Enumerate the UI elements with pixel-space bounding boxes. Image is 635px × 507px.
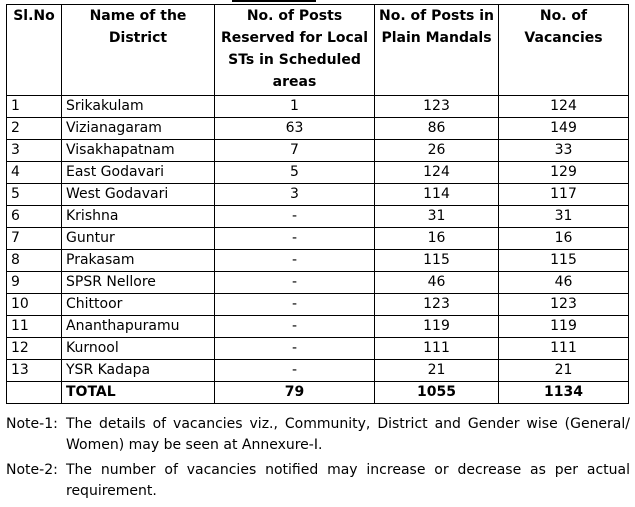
- cell-plain-mandals: 26: [375, 140, 499, 162]
- cell-slno: 6: [7, 206, 62, 228]
- table-row: [7, 96, 629, 118]
- total-plain-mandals: 1055: [375, 382, 499, 404]
- cell-vacancies: 119: [499, 316, 629, 338]
- cell-district: Srikakulam: [62, 96, 215, 118]
- cell-local-sts: -: [215, 272, 375, 294]
- cell-vacancies: 46: [499, 272, 629, 294]
- cell-district: Vizianagaram: [62, 118, 215, 140]
- header-plain-mandals: No. of Posts in Plain Mandals: [375, 5, 499, 96]
- total-vacancies: 1134: [499, 382, 629, 404]
- cell-plain-mandals: 46: [375, 272, 499, 294]
- cell-plain-mandals: 111: [375, 338, 499, 360]
- cell-vacancies: 115: [499, 250, 629, 272]
- note-1-text: The details of vacancies viz., Community, District and Gender wise (General/ Women) may be seen at Annexure-I.: [66, 416, 630, 453]
- note-1: [6, 414, 630, 456]
- cell-plain-mandals: 16: [375, 228, 499, 250]
- cell-plain-mandals: 123: [375, 96, 499, 118]
- cell-slno: 12: [7, 338, 62, 360]
- cell-district: East Godavari: [62, 162, 215, 184]
- table-row: [7, 228, 629, 250]
- cell-local-sts: 1: [215, 96, 375, 118]
- cell-local-sts: -: [215, 206, 375, 228]
- top-rule: [232, 0, 316, 2]
- table-row: [7, 360, 629, 382]
- cell-district: Kurnool: [62, 338, 215, 360]
- cell-vacancies: 129: [499, 162, 629, 184]
- cell-slno: 11: [7, 316, 62, 338]
- cell-district: Chittoor: [62, 294, 215, 316]
- cell-district: Prakasam: [62, 250, 215, 272]
- cell-vacancies: 123: [499, 294, 629, 316]
- table-row: [7, 294, 629, 316]
- cell-local-sts: -: [215, 294, 375, 316]
- cell-district: Ananthapuramu: [62, 316, 215, 338]
- cell-local-sts: -: [215, 250, 375, 272]
- cell-local-sts: -: [215, 316, 375, 338]
- note-2: [6, 460, 630, 502]
- table-body: [7, 96, 629, 404]
- cell-slno: 9: [7, 272, 62, 294]
- cell-slno: 2: [7, 118, 62, 140]
- cell-vacancies: 16: [499, 228, 629, 250]
- cell-slno: 5: [7, 184, 62, 206]
- table-row: [7, 162, 629, 184]
- header-slno: Sl.No: [7, 5, 62, 96]
- header-local-sts: No. of Posts Reserved for Local STs in Scheduled areas: [215, 5, 375, 96]
- note-1-label: Note-1:: [6, 416, 58, 432]
- cell-local-sts: 63: [215, 118, 375, 140]
- cell-local-sts: 5: [215, 162, 375, 184]
- cell-vacancies: 111: [499, 338, 629, 360]
- cell-local-sts: -: [215, 228, 375, 250]
- cell-slno: 13: [7, 360, 62, 382]
- cell-slno: 1: [7, 96, 62, 118]
- table-header-row: [7, 5, 629, 96]
- cell-vacancies: 117: [499, 184, 629, 206]
- header-district: Name of the District: [62, 5, 215, 96]
- cell-local-sts: 7: [215, 140, 375, 162]
- note-2-label: Note-2:: [6, 462, 58, 478]
- total-slno: [7, 382, 62, 404]
- cell-plain-mandals: 114: [375, 184, 499, 206]
- table-row: [7, 272, 629, 294]
- header-vacancies: No. of Vacancies: [499, 5, 629, 96]
- cell-plain-mandals: 124: [375, 162, 499, 184]
- notes-section: [6, 414, 630, 506]
- cell-plain-mandals: 119: [375, 316, 499, 338]
- table-row: [7, 206, 629, 228]
- cell-vacancies: 124: [499, 96, 629, 118]
- total-label: TOTAL: [62, 382, 215, 404]
- note-2-text: The number of vacancies notified may increase or decrease as per actual requirement.: [66, 462, 630, 499]
- table-row: [7, 316, 629, 338]
- cell-vacancies: 21: [499, 360, 629, 382]
- cell-district: YSR Kadapa: [62, 360, 215, 382]
- cell-local-sts: -: [215, 360, 375, 382]
- table-row: [7, 118, 629, 140]
- cell-plain-mandals: 21: [375, 360, 499, 382]
- cell-slno: 10: [7, 294, 62, 316]
- cell-local-sts: 3: [215, 184, 375, 206]
- cell-vacancies: 31: [499, 206, 629, 228]
- cell-slno: 3: [7, 140, 62, 162]
- cell-district: Visakhapatnam: [62, 140, 215, 162]
- cell-district: SPSR Nellore: [62, 272, 215, 294]
- cell-plain-mandals: 86: [375, 118, 499, 140]
- cell-vacancies: 33: [499, 140, 629, 162]
- table-row: [7, 338, 629, 360]
- cell-plain-mandals: 31: [375, 206, 499, 228]
- cell-plain-mandals: 123: [375, 294, 499, 316]
- cell-district: Krishna: [62, 206, 215, 228]
- total-local-sts: 79: [215, 382, 375, 404]
- cell-slno: 8: [7, 250, 62, 272]
- cell-local-sts: -: [215, 338, 375, 360]
- cell-slno: 4: [7, 162, 62, 184]
- total-row: [7, 382, 629, 404]
- vacancies-table: [6, 4, 629, 404]
- cell-plain-mandals: 115: [375, 250, 499, 272]
- cell-district: Guntur: [62, 228, 215, 250]
- table-row: [7, 140, 629, 162]
- cell-vacancies: 149: [499, 118, 629, 140]
- table-row: [7, 184, 629, 206]
- cell-slno: 7: [7, 228, 62, 250]
- cell-district: West Godavari: [62, 184, 215, 206]
- table-row: [7, 250, 629, 272]
